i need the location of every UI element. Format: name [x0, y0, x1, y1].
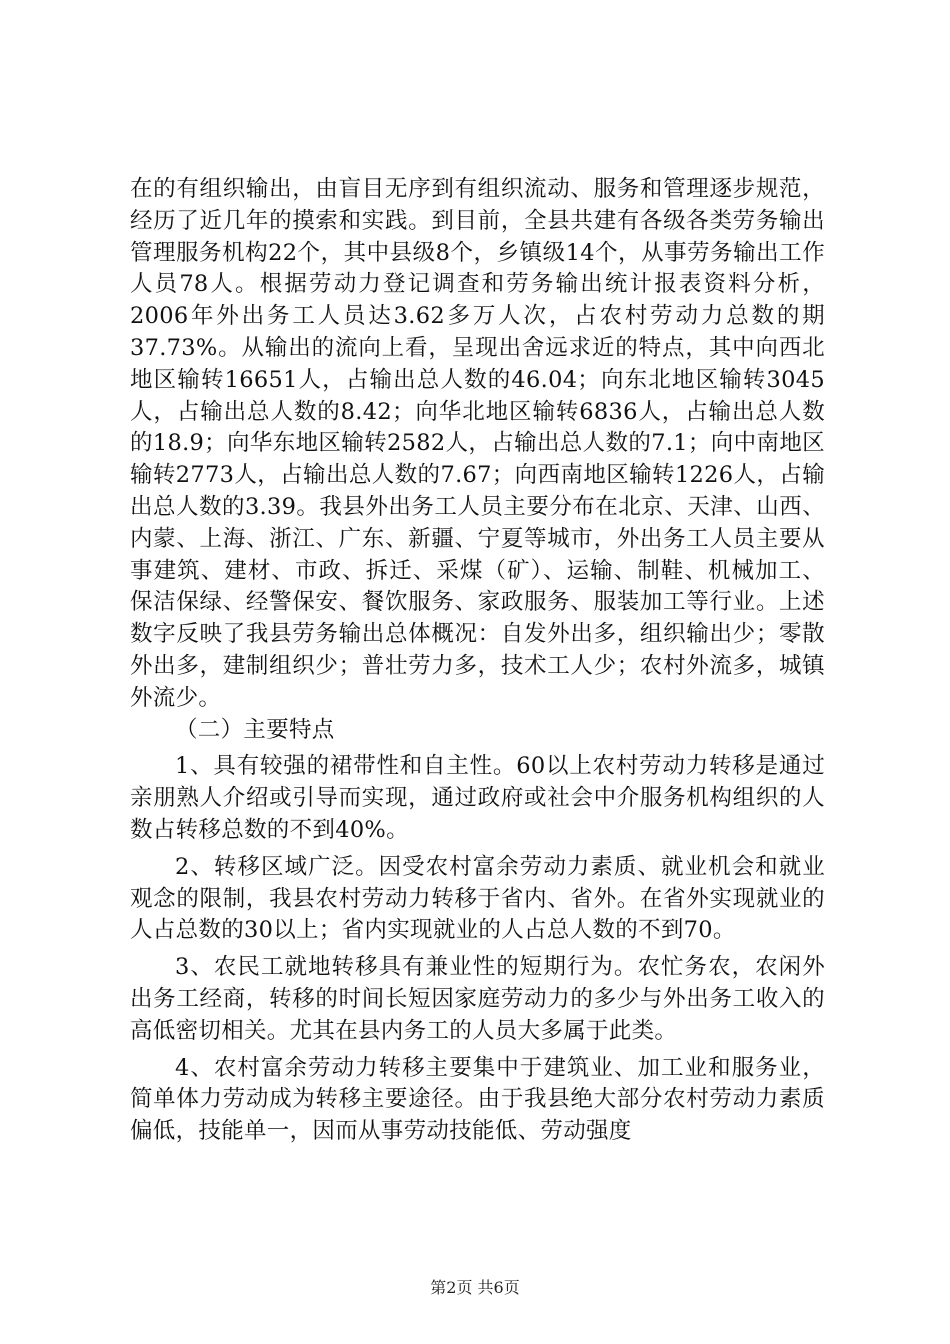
paragraph-continuation: 在的有组织输出，由盲目无序到有组织流动、服务和管理逐步规范，经历了近几年的摸索和实践。到目前，全县共建有各级各类劳务输出管理服务机构22个，其中县级8个，乡镇级14个，从事劳务输出工作人员78人。根据劳动力登记调查和劳务输出统计报表资料分析，2006年外出务工人员达3.62多万人次，占农村劳动力总数的期37.73%。从输出的流向上看，呈现出舍远求近的特点，其中向西北地区输转16651人，占输出总人数的46.04；向东北地区输转3045人，占输出总人数的8.42；向华北地区输转6836人，占输出总人数的18.9；向华东地区输转2582人，占输出总人数的7.1；向中南地区输转2773人，占输出总人数的7.67；向西南地区输转1226人，占输出总人数的3.39。我县外出务工人员主要分布在北京、天津、山西、内蒙、上海、浙江、广东、新疆、宁夏等城市，外出务工人员主要从事建筑、建材、市政、拆迁、采煤（矿）、运输、制鞋、机械加工、保洁保绿、经警保安、餐饮服务、家政服务、服装加工等行业。上述数字反映了我县劳务输出总体概况：自发外出多，组织输出少；零散外出多，建制组织少；普壮劳力多，技术工人少；农村外流多，城镇外流少。: [130, 176, 825, 711]
paragraph-feature-3: 3、农民工就地转移具有兼业性的短期行为。农忙务农，农闲外出务工经商，转移的时间长短因家庭劳动力的多少与外出务工收入的高低密切相关。尤其在县内务工的人员大多属于此类。: [130, 954, 825, 1044]
paragraph-feature-1: 1、具有较强的裙带性和自主性。60以上农村劳动力转移是通过亲朋熟人介绍或引导而实现，通过政府或社会中介服务机构组织的人数占转移总数的不到40%。: [130, 753, 825, 843]
paragraph-feature-4: 4、农村富余劳动力转移主要集中于建筑业、加工业和服务业，简单体力劳动成为转移主要途径。由于我县绝大部分农村劳动力素质偏低，技能单一，因而从事劳动技能低、劳动强度: [130, 1054, 825, 1145]
page-footer: 第2页 共6页: [430, 1278, 520, 1297]
document-body: [130, 174, 825, 1148]
paragraph-feature-2: 2、转移区域广泛。因受农村富余劳动力素质、就业机会和就业观念的限制，我县农村劳动力转移于省内、省外。在省外实现就业的人占总数的30以上；省内实现就业的人占总人数的不到70。: [130, 853, 825, 944]
section-heading: （二）主要特点: [175, 716, 335, 743]
